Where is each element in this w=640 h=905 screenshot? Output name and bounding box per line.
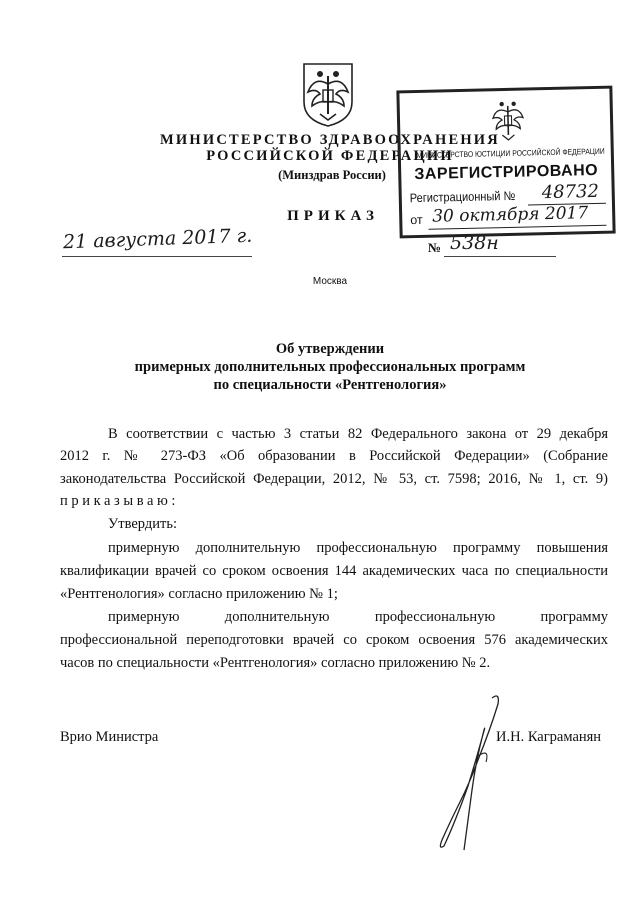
ministry-name-line1: МИНИСТЕРСТВО ЗДРАВООХРАНЕНИЯ bbox=[160, 132, 500, 148]
paragraph-3-line-2: квалификации врачей со сроком освоения 144 академических часа по специальности bbox=[60, 563, 608, 579]
date-underline bbox=[62, 256, 252, 257]
handwritten-signature bbox=[420, 690, 510, 860]
stamp-coat-of-arms-icon bbox=[488, 96, 529, 143]
signer-title: Врио Министра bbox=[60, 729, 159, 745]
document-number: 538н bbox=[450, 232, 499, 254]
paragraph-4-line-1: примерную дополнительную профессиональную программу bbox=[108, 609, 608, 625]
stamp-title: ЗАРЕГИСТРИРОВАНО bbox=[414, 161, 599, 184]
document-date: 21 августа 2017 г. bbox=[62, 224, 253, 254]
stamp-registration-label: Регистрационный № bbox=[409, 188, 516, 206]
paragraph-1-line-2: 2012 г. № 273-ФЗ «Об образовании в Российской Федерации» (Собрание bbox=[60, 448, 608, 464]
order-title-line1: Об утверждении bbox=[275, 341, 385, 357]
order-title-line2: примерных дополнительных профессиональных программ bbox=[134, 359, 526, 375]
paragraph-3-line-1: примерную дополнительную профессиональную программу повышения bbox=[108, 540, 608, 556]
paragraph-2: Утвердить: bbox=[108, 516, 177, 532]
paragraph-4-line-2: профессиональной переподготовки врачей со сроком освоения 576 академических bbox=[60, 632, 608, 648]
registration-stamp bbox=[396, 86, 615, 239]
document-number-label: № bbox=[428, 240, 442, 255]
stamp-date-row bbox=[410, 203, 610, 228]
document-city: Москва bbox=[312, 276, 348, 287]
signer-name: И.Н. Каграманян bbox=[496, 729, 602, 745]
ministry-name-line2: РОССИЙСКОЙ ФЕДЕРАЦИИ bbox=[206, 148, 454, 164]
paragraph-1-line-1: В соответствии с частью 3 статьи 82 Федерального закона от 29 декабря bbox=[108, 426, 608, 442]
paragraph-1-line-3: законодательства Российской Федерации, 2012, № 53, ст. 7598; 2016, № 1, ст. 9) bbox=[60, 471, 608, 487]
stamp-organization: МИНИСТЕРСТВО ЮСТИЦИИ РОССИЙСКОЙ ФЕДЕРАЦИИ bbox=[416, 146, 605, 161]
paragraph-1-line-4: приказываю: bbox=[60, 493, 180, 509]
number-underline bbox=[444, 256, 556, 257]
document-type: ПРИКАЗ bbox=[287, 208, 379, 224]
paragraph-3-line-3: «Рентгенология» согласно приложению № 1; bbox=[60, 586, 338, 602]
paragraph-4-line-3: часов по специальности «Рентгенология» согласно приложению № 2. bbox=[60, 655, 491, 671]
stamp-registration-number: 48732 bbox=[541, 180, 600, 204]
coat-of-arms-icon bbox=[300, 62, 356, 128]
order-title-line3: по специальности «Рентгенология» bbox=[213, 377, 447, 393]
stamp-date-value: 30 октября 2017 bbox=[431, 203, 589, 227]
stamp-date-label: от bbox=[410, 212, 423, 228]
ministry-short-name: (Минздрав России) bbox=[278, 168, 386, 182]
